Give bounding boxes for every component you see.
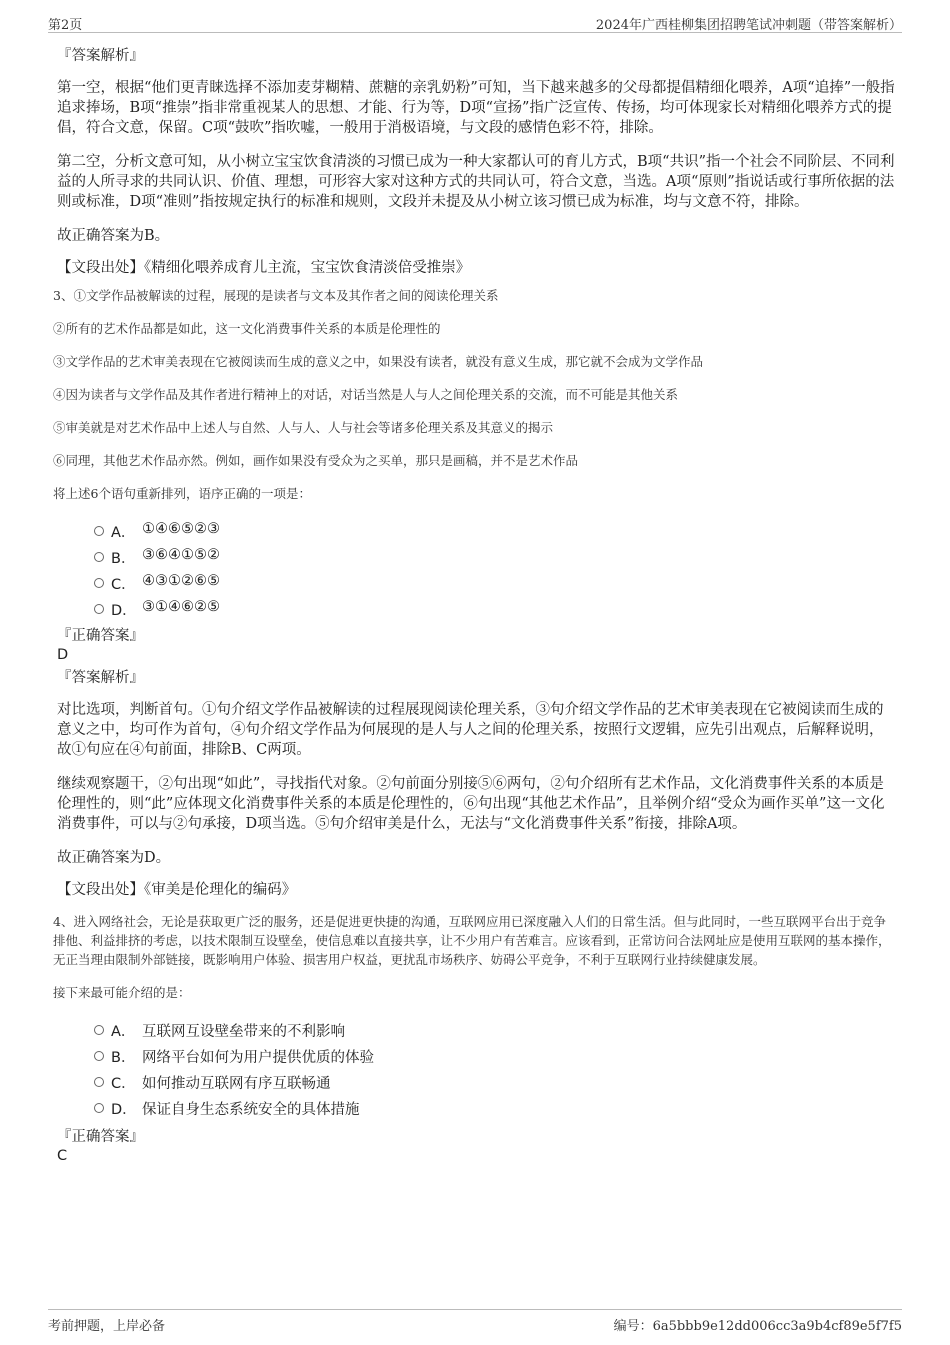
option-text: 网络平台如何为用户提供优质的体验 <box>142 1050 374 1066</box>
option-letter: B． <box>111 1050 136 1066</box>
q3-analysis-para1: 对比选项，判断首句。①句介绍文学作品被解读的过程展现阅读伦理关系，③句介绍文学作品的艺术审美表现在它被阅读而生成的意义之中，均可作为首句，④句介绍文学作品为何展现的是人与人之间的伦理关系，按照行文逻辑，应先引出观点，后解释说明，故①句应在④句前面，排除B、C两项。 <box>57 702 884 758</box>
page-number: 第2页 <box>48 18 83 33</box>
option-letter: C． <box>111 1076 136 1092</box>
q3-sentence-2: ②所有的艺术作品都是如此，这一文化消费事件关系的本质是伦理性的 <box>53 321 441 336</box>
radio-button[interactable] <box>94 604 104 614</box>
q4-answer: C <box>57 1148 68 1164</box>
q3-sentence-5: ⑤审美就是对艺术作品中上述人与自然、人与人、人与社会等诸多伦理关系及其意义的揭示 <box>53 420 554 435</box>
option-text: ③①④⑥②⑤ <box>142 599 220 615</box>
q3-sentence-6: ⑥同理，其他艺术作品亦然。例如，画作如果没有受众为之买单，那只是画稿，并不是艺术作品 <box>53 453 579 468</box>
radio-button[interactable] <box>94 1025 104 1035</box>
radio-button[interactable] <box>94 1051 104 1061</box>
radio-button[interactable] <box>94 552 104 562</box>
option-letter: D． <box>111 1102 137 1118</box>
q3-answer: D <box>57 647 69 663</box>
q4-option-d[interactable] <box>53 1095 897 1121</box>
q3-analysis-label: 『答案解析』 <box>57 670 144 686</box>
q3-stem: 3、①文学作品被解读的过程，展现的是读者与文本及其作者之间的阅读伦理关系 <box>53 288 499 303</box>
option-letter: A． <box>111 1024 136 1040</box>
q4-question: 接下来最可能介绍的是： <box>53 985 191 1000</box>
option-letter: C． <box>111 577 136 593</box>
radio-button[interactable] <box>94 526 104 536</box>
q4-options <box>53 1017 897 1121</box>
option-text: ③⑥④①⑤② <box>142 547 220 563</box>
q4-option-c[interactable] <box>53 1069 897 1095</box>
radio-button[interactable] <box>94 1103 104 1113</box>
option-text: ①④⑥⑤②③ <box>142 521 220 537</box>
q2-analysis-para2: 第二空，分析文意可知，从小树立宝宝饮食清淡的习惯已成为一种大家都认可的育儿方式，B项“共识”指一个社会不同阶层、不同利益的人所寻求的共同认识、价值、理想，可形容大家对这种方式的共同认可，符合文意，当选。A项“原则”指说话或行事所依据的法则或标准，D项“准则”指按规定执行的标准和规则，文段并未提及从小树立该习惯已成为标准，均与文意不符，排除。 <box>57 154 895 210</box>
q4-option-b[interactable] <box>53 1043 897 1069</box>
q3-source: 【文段出处】《审美是伦理化的编码》 <box>57 882 297 898</box>
q3-sentence-4: ④因为读者与文学作品及其作者进行精神上的对话，对话当然是人与人之间伦理关系的交流，而不可能是其他关系 <box>53 387 679 402</box>
q3-option-b[interactable] <box>53 544 897 570</box>
question-3 <box>53 286 897 622</box>
q4-stem: 4、进入网络社会，无论是获取更广泛的服务，还是促进更快捷的沟通，互联网应用已深度融入人们的日常生活。但与此同时，一些互联网平台出于竞争排他、利益排挤的考虑，以技术限制互设壁垒，使信息难以直接共享，让不少用户有苦难言。应该看到，正常访问合法网址应是使用互联网的基本操作，无正当理由限制外部链接，既影响用户体验、损害用户权益，更扰乱市场秩序、妨碍公平竞争，不利于互联网行业持续健康发展。 <box>53 914 891 967</box>
q3-options <box>53 518 897 622</box>
option-text: 保证自身生态系统安全的具体措施 <box>142 1102 360 1118</box>
option-letter: D． <box>111 603 137 619</box>
footer-slogan: 考前押题，上岸必备 <box>48 1319 166 1334</box>
option-text: ④③①②⑥⑤ <box>142 573 220 589</box>
q3-option-c[interactable] <box>53 570 897 596</box>
q2-analysis-para1: 第一空，根据“他们更青睐选择不添加麦芽糊精、蔗糖的亲乳奶粉”可知，当下越来越多的父母都提倡精细化喂养，A项“追捧”一般指追求捧场，B项“推崇”指非常重视某人的思想、才能、行为等，D项“宣扬”指广泛宣传、传扬，均可体现家长对精细化喂养方式的提倡，符合文意，保留。C项“鼓吹”指吹嘘，一般用于消极语境，与文段的感情色彩不符，排除。 <box>57 80 895 136</box>
radio-button[interactable] <box>94 1077 104 1087</box>
q3-answer-label: 『正确答案』 <box>57 628 144 644</box>
option-letter: B． <box>111 551 136 567</box>
option-text: 互联网互设壁垒带来的不利影响 <box>142 1024 345 1040</box>
question-4 <box>53 912 897 1121</box>
q3-conclusion: 故正确答案为D。 <box>57 850 171 866</box>
page-header <box>48 12 902 33</box>
q2-source: 【文段出处】《精细化喂养成育儿主流，宝宝饮食清淡倍受推崇》 <box>57 260 471 276</box>
q3-option-a[interactable] <box>53 518 897 544</box>
page-content <box>53 46 897 1165</box>
q4-option-a[interactable] <box>53 1017 897 1043</box>
q3-option-d[interactable] <box>53 596 897 622</box>
option-text: 如何推动互联网有序互联畅通 <box>142 1076 331 1092</box>
radio-button[interactable] <box>94 578 104 588</box>
document-title: 2024年广西桂柳集团招聘笔试冲刺题（带答案解析） <box>595 18 902 33</box>
q3-question: 将上述6个语句重新排列，语序正确的一项是： <box>53 486 311 501</box>
q3-sentence-3: ③文学作品的艺术审美表现在它被阅读而生成的意义之中，如果没有读者，就没有意义生成，那它就不会成为文学作品 <box>53 354 704 369</box>
document-id: 编号：6a5bbb9e12dd006cc3a9b4cf89e5f7f5 <box>613 1319 902 1334</box>
q4-answer-label: 『正确答案』 <box>57 1129 144 1145</box>
q2-analysis-label: 『答案解析』 <box>57 48 144 64</box>
q2-conclusion: 故正确答案为B。 <box>57 228 170 244</box>
option-letter: A． <box>111 525 136 541</box>
q3-analysis-para2: 继续观察题干，②句出现“如此”，寻找指代对象。②句前面分别接⑤⑥两句，②句介绍所有艺术作品，文化消费事件关系的本质是伦理性的，则“此”应体现文化消费事件关系的本质是伦理性的，⑥句出现“其他艺术作品”，且举例介绍“受众为画作买单”这一文化消费事件，可以与②句承接，D项当选。⑤句介绍审美是什么，无法与“文化消费事件关系”衔接，排除A项。 <box>57 776 885 832</box>
page-footer <box>48 1309 902 1332</box>
